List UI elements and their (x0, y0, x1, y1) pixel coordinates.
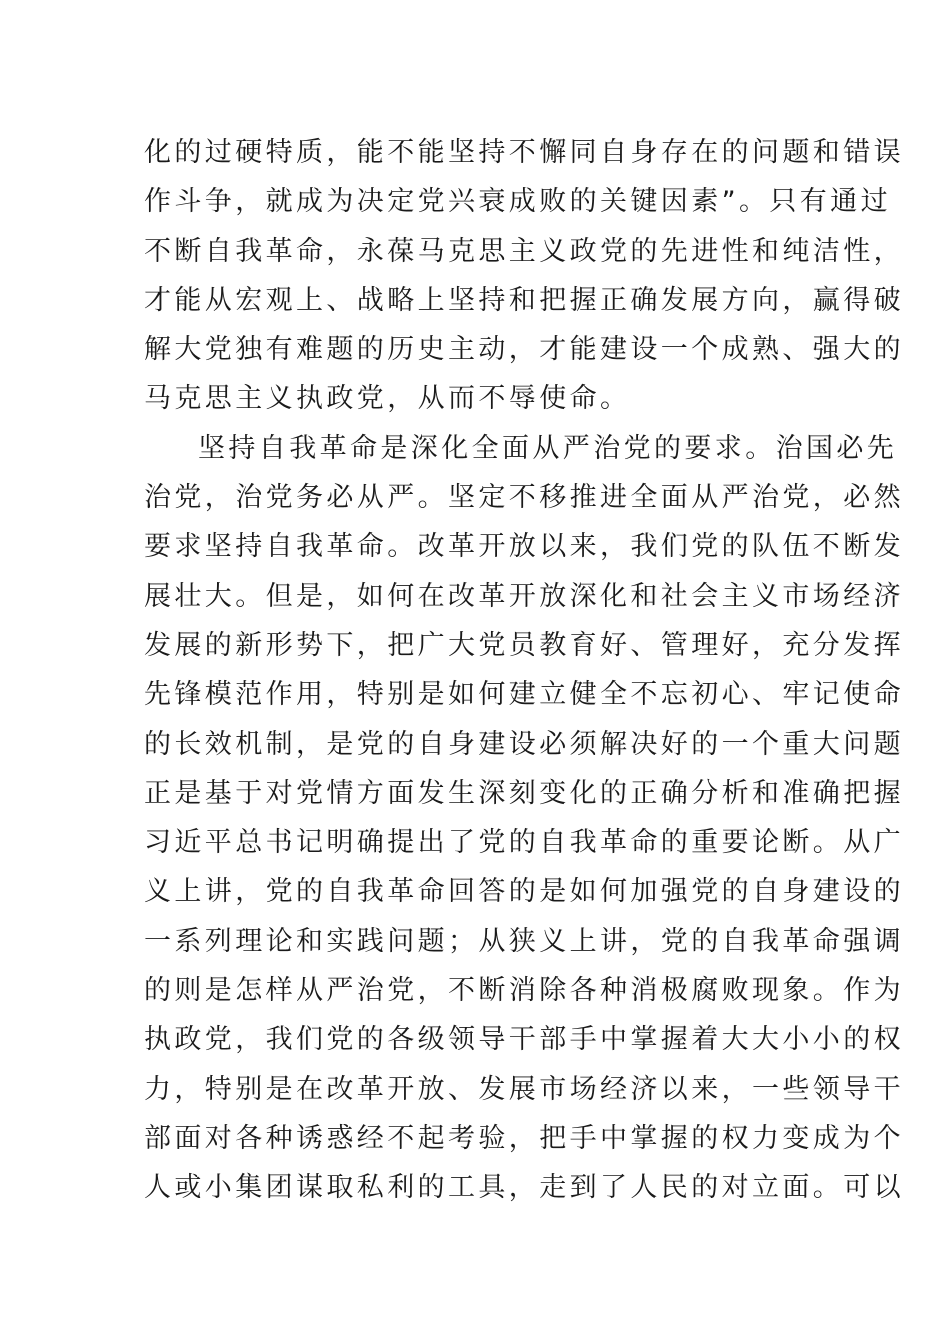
text-line: 的则是怎样从严治党，不断消除各种消极腐败现象。作为 (144, 975, 904, 1007)
body-text (144, 128, 904, 1213)
text-line: 人或小集团谋取私利的工具，走到了人民的对立面。可以 (144, 1172, 904, 1204)
text-line: 化的过硬特质，能不能坚持不懈同自身存在的问题和错误 (144, 137, 904, 168)
text-line: 习近平总书记明确提出了党的自我革命的重要论断。从广 (144, 827, 904, 859)
text-line: 正是基于对党情方面发生深刻变化的正确分析和准确把握 (144, 777, 904, 809)
text-line: 部面对各种诱惑经不起考验，把手中掌握的权力变成为个 (144, 1122, 904, 1154)
text-line: 一系列理论和实践问题；从狭义上讲，党的自我革命强调 (144, 925, 904, 957)
text-line: 作斗争，就成为决定党兴衰成败的关键因素”。只有通过 (144, 186, 891, 218)
text-line: 不断自我革命，永葆马克思主义政党的先进性和纯洁性， (144, 235, 904, 267)
text-line: 的长效机制，是党的自身建设必须解决好的一个重大问题 (144, 728, 904, 760)
paragraph-first-line: 坚持自我革命是深化全面从严治党的要求。治国必先 (198, 432, 898, 464)
text-line: 马克思主义执政党，从而不辱使命。 (144, 383, 631, 415)
text-line: 才能从宏观上、战略上坚持和把握正确发展方向，赢得破 (144, 284, 904, 316)
text-line: 力，特别是在改革开放、发展市场经济以来，一些领导干 (144, 1073, 904, 1105)
text-line: 展壮大。但是，如何在改革开放深化和社会主义市场经济 (144, 580, 904, 612)
text-line: 发展的新形势下，把广大党员教育好、管理好，充分发挥 (144, 629, 904, 661)
text-line: 执政党，我们党的各级领导干部手中掌握着大大小小的权 (144, 1024, 904, 1056)
text-line: 义上讲，党的自我革命回答的是如何加强党的自身建设的 (144, 876, 904, 908)
text-line: 要求坚持自我革命。改革开放以来，我们党的队伍不断发 (144, 531, 904, 563)
text-line: 先锋模范作用，特别是如何建立健全不忘初心、牢记使命 (144, 679, 904, 711)
text-line: 治党，治党务必从严。坚定不移推进全面从严治党，必然 (144, 482, 904, 514)
text-line: 解大党独有难题的历史主动，才能建设一个成熟、强大的 (144, 334, 904, 366)
